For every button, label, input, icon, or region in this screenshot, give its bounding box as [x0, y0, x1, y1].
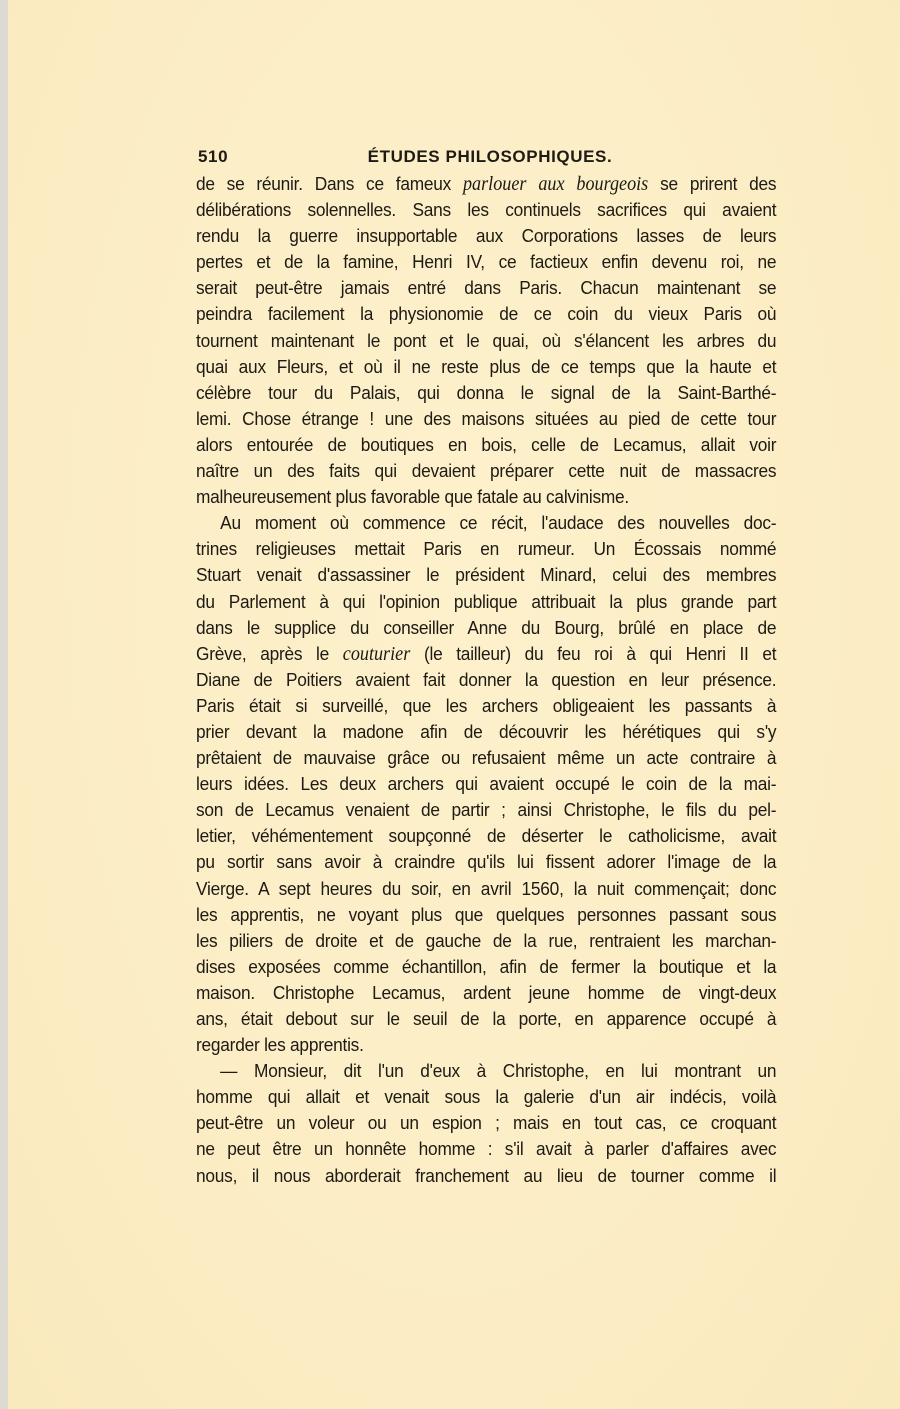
text-line: du Parlement à qui l'opinion publique attribuait la plus grande part [196, 590, 777, 612]
text-line: Diane de Poitiers avaient fait donner la question en leur présence. [196, 668, 777, 690]
text-line: prier devant la madone afin de découvrir les hérétiques qui s'y [196, 720, 777, 742]
text-line: dises exposées comme échantillon, afin de fermer la boutique et la [196, 955, 777, 977]
text-line: Grève, après le couturier (le tailleur) du feu roi à qui Henri II et [196, 642, 777, 665]
text-line: rendu la guerre insupportable aux Corporations lasses de leurs [196, 225, 777, 247]
text-line: de se réunir. Dans ce fameux parlouer aux bourgeois se prirent des [196, 173, 777, 195]
text-line: — Monsieur, dit l'un d'eux à Christophe, en lui montrant un [220, 1060, 777, 1082]
scan-left-edge [0, 0, 8, 1409]
italic-phrase: couturier [342, 643, 411, 665]
paragraph [196, 510, 776, 1058]
text-line: serait peut-être jamais entré dans Paris. Chacun maintenant se [196, 277, 777, 299]
text-line: Vierge. A sept heures du soir, en avril 1560, la nuit commençait; donc [196, 877, 777, 899]
paragraph [196, 171, 776, 510]
text-line: pu sortir sans avoir à craindre qu'ils lui fissent adorer l'image de la [196, 851, 777, 873]
text-line: ne peut être un honnête homme : s'il avait à parler d'affaires avec [196, 1138, 777, 1160]
text-line: malheureusement plus favorable que fatale au calvinisme. [196, 486, 630, 508]
text-line: peindra facilement la physionomie de ce coin du vieux Paris où [196, 303, 777, 325]
text-line: leurs idées. Les deux archers qui avaient occupé le coin de la mai- [196, 773, 777, 795]
text-line: prêtaient de mauvaise grâce ou refusaient même un acte contraire à [196, 747, 777, 769]
text-line: peut-être un voleur ou un espion ; mais en tout cas, ce croquant [196, 1112, 777, 1134]
text-line: alors entourée de boutiques en bois, celle de Lecamus, allait voir [196, 433, 777, 455]
text-line: letier, véhémentement soupçonné de déserter le catholicisme, avait [196, 825, 777, 847]
text-line: trines religieuses mettait Paris en rumeur. Un Écossais nommé [196, 538, 777, 560]
text-line: maison. Christophe Lecamus, ardent jeune homme de vingt-deux [196, 981, 777, 1003]
page-number: 510 [198, 147, 229, 166]
text-line: ans, était debout sur le seuil de la porte, en apparence occupé à [196, 1008, 777, 1029]
paragraph [196, 1058, 776, 1188]
text-line: célèbre tour du Palais, qui donna le signal de la Saint-Barthé- [196, 381, 777, 403]
text-line: son de Lecamus venaient de partir ; ainsi Christophe, le fils du pel- [196, 799, 777, 821]
text-line: les piliers de droite et de gauche de la rue, rentraient les marchan- [196, 929, 777, 951]
text-line: les apprentis, ne voyant plus que quelques personnes passant sous [196, 903, 777, 925]
text-line: délibérations solennelles. Sans les continuels sacrifices qui avaient [196, 199, 777, 221]
page-content [196, 143, 776, 1189]
text-line: Au moment où commence ce récit, l'audace des nouvelles doc- [220, 512, 777, 534]
text-line: Paris était si surveillé, que les archers obligeaient les passants à [196, 694, 777, 716]
text-line: lemi. Chose étrange ! une des maisons situées au pied de cette tour [196, 407, 777, 429]
text-line: homme qui allait et venait sous la galerie d'un air indécis, voilà [196, 1086, 777, 1108]
body-text [196, 171, 776, 1189]
text-line: regarder les apprentis. [196, 1034, 364, 1056]
text-line: tournent maintenant le pont et le quai, où s'élancent les arbres du [196, 329, 777, 351]
text-line: Stuart venait d'assassiner le président Minard, celui des membres [196, 564, 777, 586]
italic-phrase: parlouer aux bourgeois [462, 174, 649, 195]
text-line: naître un des faits qui devaient préparer cette nuit de massacres [196, 460, 777, 482]
text-line: quai aux Fleurs, et où il ne reste plus de ce temps que la haute et [196, 355, 777, 377]
text-line: pertes et de la famine, Henri IV, ce factieux enfin devenu roi, ne [196, 251, 777, 273]
text-line: dans le supplice du conseiller Anne du Bourg, brûlé en place de [196, 616, 777, 638]
running-title: ÉTUDES PHILOSOPHIQUES. [367, 147, 613, 166]
text-line: nous, il nous aborderait franchement au lieu de tourner comme il [196, 1164, 777, 1186]
running-head [196, 143, 776, 171]
